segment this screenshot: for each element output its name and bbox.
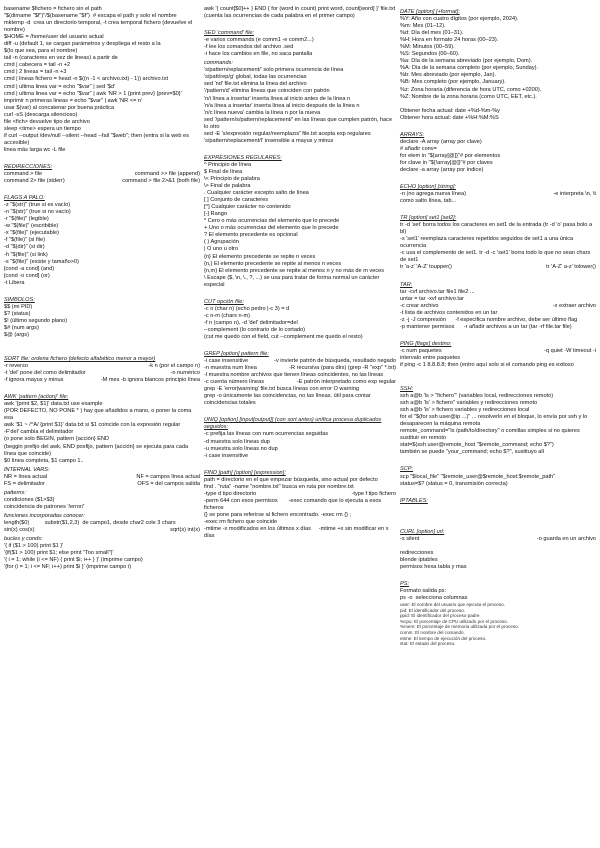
text-line: '{if($1 > 100) print $1; else print "Too small"}' — [4, 550, 114, 557]
section-heading: REDIRECCIONES: — [4, 163, 53, 170]
two-column-line — [4, 363, 200, 370]
text-line: también se puede "your_command; echo $?", sustituyo all — [400, 449, 544, 456]
column-right — [400, 6, 596, 647]
spacer — [4, 287, 200, 294]
subsection-heading: funciones incorporadas conocer: — [4, 512, 85, 519]
text-line: %mem: El porcentaje de memoria utilizada por el proceso. — [400, 624, 519, 630]
text-line: {n} El elemento precedente se repite n veces — [204, 253, 316, 260]
text-line: scp "$local_file" "$remote_user@$remote_host:$remote_path" — [400, 473, 556, 480]
text-line: linea más larga wc -L file — [4, 146, 66, 153]
section-heading: DATE [option] [+format]: — [400, 9, 460, 15]
text-line: ssh a@b 'ls > "fichero"' (variables local, redirecciones remoto) — [400, 393, 554, 400]
spacer — [204, 289, 396, 296]
spacer — [400, 488, 596, 495]
two-column-line — [4, 527, 200, 534]
text-line: $# (num args) — [4, 324, 39, 331]
text-line: --complement (lo contrario de lo cortado) — [204, 326, 306, 333]
text-line: {} se pone para referirse al fichero encontrado. -exec rm {} ; — [204, 511, 352, 518]
two-column-line — [4, 481, 200, 488]
text-line: $(lo que sea, para el nombre) — [4, 48, 78, 55]
text-line: ppid: El identificador del proceso padre. — [400, 613, 481, 619]
two-column-line — [4, 171, 200, 178]
spacer — [400, 122, 596, 129]
section-heading: SIMBOLOS: — [4, 296, 35, 303]
subsection-heading: commands: — [204, 60, 233, 67]
text-line: sed -E 's/expresión regular/reemplazo/' file.txt acepta exp regulares — [204, 130, 371, 137]
section-heading: TAR: — [400, 281, 413, 288]
text-line: -f lee los comandos del archivo .sed — [204, 44, 294, 51]
text-line: blende iptables — [400, 556, 438, 563]
section-heading: PS: — [400, 580, 410, 587]
section-heading: AWK 'pattern {action}' file: — [4, 394, 69, 401]
text-line: %d: Día del mes (01–31). — [400, 30, 464, 37]
text-line: %z: Zona horaria (diferencia de hora UTC, como +0200). — [400, 86, 542, 93]
text-line: %a: Día de la semana abreviado (por ejemplo, Dom). — [400, 58, 533, 65]
text-line: -perm 644 con esos permisos -exec comando que lo ejecuta a esos ficheros — [204, 497, 383, 511]
spacer — [204, 145, 396, 152]
spacer — [204, 407, 396, 414]
text-line: %A: Día de la semana completo (por ejemplo, Sunday). — [400, 65, 539, 72]
line-left-text: -f ignora mayus y minus — [4, 377, 64, 384]
line-left-text: -n (no agrega nueva línea) — [400, 191, 466, 198]
two-column-line — [400, 264, 596, 271]
section-heading: FLAGS A PALO: — [4, 195, 45, 202]
text-line: grep -o únicamente las coincidencias, no las líneas. útil para contar coincidencias totales — [204, 393, 373, 407]
text-line: "$(dirname "$f")"/$(basename "$f") # escapa el path y solo el nombre — [4, 13, 177, 20]
text-line: -x "$(file)" (ejecutable) — [4, 230, 59, 237]
line-left-text: -type d tipo directorio — [204, 490, 257, 497]
text-line: $$ (mi PID) — [4, 303, 33, 310]
text-line: -c usa el complemento de set1. tr -d -c 'set1' borra todo lo que no sean chars de set1 — [400, 250, 592, 264]
text-line: . Cualquier carácter excepto salto de línea — [204, 190, 309, 197]
spacer — [400, 205, 596, 212]
section-heading: IPTABLES: — [400, 497, 428, 504]
line-left-text: command > file — [4, 171, 43, 178]
line-left-text: FS = delimitador — [4, 480, 45, 487]
text-line: %S: Segundos (00–60). — [400, 51, 460, 58]
text-line: tail -n (caracteres en vez de lineas) a partir de — [4, 55, 118, 62]
text-line: ? El elemento precedente es opcional — [204, 232, 298, 239]
text-line: [cond -o cond] (or) — [4, 272, 50, 279]
text-line: (cut me quedo con el field, cut --complement me quedo el resto) — [204, 333, 363, 340]
spacer — [4, 384, 200, 391]
text-line: [^] Cualquier carácter no contenido — [204, 204, 291, 211]
text-line: -h "$(file)" (si link) — [4, 251, 48, 258]
text-line: {n,m} El elemento precedente se repite al menos n y no más de m veces — [204, 267, 385, 274]
text-line: if ping -c 1 8.8.8.8; then (entro aquí solo si el comando ping es exitoso — [400, 361, 574, 368]
text-line: cmd | lineas fichero = head -n $((n -1 < archivo.txt) - 1)) archivo.txt — [4, 76, 169, 83]
line-right-text: command > file 2>&1 (both file) — [122, 178, 200, 185]
text-line: cmd | cabecera = tail -n +2 — [4, 62, 71, 69]
spacer — [4, 346, 200, 353]
line-right-text: -type f tipo fichero — [351, 490, 396, 497]
line-right-text: -q quiet -W timeout -i — [544, 347, 596, 354]
line-right-text: -o guarda en un archivo — [536, 535, 596, 542]
line-right-text: -e interpreta \n, \t — [553, 191, 596, 198]
text-line: -d "$(dir)" (si dir) — [4, 244, 45, 251]
text-line: stat=$(ssh user@remote_host "$remote_command; echo $?") — [400, 442, 554, 449]
two-column-line — [204, 365, 396, 372]
two-column-line — [400, 303, 596, 310]
text-line: * Cero o más ocurrencias del elemento que lo precede — [204, 218, 340, 225]
text-line: etime: El tiempo de ejecución del proceso. — [400, 635, 487, 641]
text-line: 's/pattern/replacement/I' insensible a mayus y minus — [204, 137, 334, 144]
text-line: -c prefija las líneas con num ocurrencias seguidas — [204, 431, 329, 438]
text-line: ( ) Agrupación — [204, 239, 239, 246]
text-line: remote_command="ls /path/to/directory" o comillas simples si no quieres sustituir en remoto — [400, 428, 582, 442]
text-line: comm: El nombre del comando. — [400, 630, 465, 636]
text-line: (beggin prefijo del awk, END posfijo, pattern {acción} se ejecuta para cada línea que coincide) — [4, 443, 190, 457]
line-right-text: -k n (por el campo n) — [148, 363, 200, 370]
line-right-text: -R recursiva (para dirs) (grep -R "exp" *.txt) — [289, 365, 396, 372]
text-line: \ Escape ($, \n, \., ?, ...) se usa para tratar de forma normal un carácter especial — [204, 274, 381, 288]
text-line: (o pone solo BEGIN, pattern {acción} END — [4, 436, 110, 443]
text-line: '{ i = 1; while (i <= NF) { print $i; i++ } }' (imprime campo) — [4, 557, 143, 564]
text-line: $! (último segundo plano) — [4, 317, 68, 324]
text-line: %b: Mes abreviado (por ejemplo, Jan). — [400, 72, 497, 79]
text-line: cmd | 2 lineas = tail -n +3 — [4, 69, 67, 76]
text-line: -u muestra solo líneas no dup — [204, 445, 278, 452]
text-line: Obtener hora actual: date +%H:%M:%S — [400, 114, 499, 121]
text-line: -f "$(file)" (si file) — [4, 237, 45, 244]
section-heading: SED 'command' file: — [204, 30, 255, 37]
text-line: sed '/pattern/s/pattern/replacement/' en las líneas que cumplen patrón, hace lo otro — [204, 116, 394, 130]
spacer — [400, 571, 596, 578]
text-line: ssh a@b 'ls' > fichero" variables y redirecciones remoto — [400, 400, 538, 407]
line-right-text: sqrt(x) int(x) — [170, 527, 200, 534]
line-left-text: -c crear archivo — [400, 302, 439, 309]
text-line: (POR DEFECTO, NO PONE * ) hay que añadidos a mano, o poner la coma esa — [4, 408, 193, 422]
text-line: for clave in "${!array[@]}"# por claves — [400, 159, 493, 166]
text-line: -n "$(str)" (true si no vacío) — [4, 209, 71, 216]
line-left-text: -s silent — [400, 535, 420, 542]
text-line: -t Libera — [4, 279, 25, 286]
text-line: [ ] Conjunto de caracteres — [204, 197, 269, 204]
text-line: cmd | ultima linea var = echo "$var" | awk 'NR > 1 {print prev} {prev=$0}' — [4, 90, 182, 97]
line-left-text: -i case insensitive — [204, 358, 249, 365]
two-column-line — [400, 348, 596, 355]
text-line: 's/patt/rep/g' global, todas las ocurrencias — [204, 74, 307, 81]
spacer — [4, 185, 200, 192]
spacer — [400, 331, 596, 338]
line-right-text: NF = campos línea actual — [136, 473, 200, 480]
spacer — [400, 369, 596, 376]
text-line: [-] Rango — [204, 211, 228, 218]
spacer — [4, 154, 200, 161]
text-line: -s "$(file)" (existe y tamaño>0) — [4, 258, 80, 265]
text-line: -i hace los cambios en file, no saca pantalla — [204, 51, 313, 58]
text-line: 'n/c línea nueva' cambia la línea n por la nueva — [204, 109, 321, 116]
text-line: tar -cvf archivo.tar file1 file2 ... — [400, 288, 475, 295]
section-heading: FIND [path] [option] [expression]: — [204, 469, 286, 476]
spacer — [400, 101, 596, 108]
text-line: 'n/a línea a insertar' inserta línea al inicio después de la línea n — [204, 102, 360, 109]
section-heading: SCP: — [400, 466, 414, 473]
two-column-line — [4, 474, 200, 481]
text-line: %H: Hora en formato 24 horas (00–23). — [400, 37, 499, 44]
section-heading: CURL [option] url: — [400, 528, 445, 535]
section-heading: EXPRESIONES REGULARES: — [204, 154, 282, 161]
text-line: + Uno o más ocurrencias del elemento que lo precede — [204, 225, 339, 232]
section-heading: CUT opción file: — [204, 298, 244, 305]
subsection-heading: patterns: — [4, 489, 26, 496]
text-line: -d muestra solo líneas dup — [204, 438, 270, 445]
line-right-text: tr 'A-Z' a-z' tolower() — [546, 264, 596, 271]
line-left-text: -n muestra num línea — [204, 365, 257, 372]
line-left-text: command 2> file (stderr) — [4, 178, 65, 185]
text-line: 'n/i línea a insertar' inserta línea al inicio antes de la línea n — [204, 95, 351, 102]
text-line: pid: El identificador del proceso. — [400, 607, 466, 613]
subsection-heading: INTERNAL VARS: — [4, 466, 50, 473]
text-line: $ Final de línea — [204, 168, 243, 175]
text-line: $HOME = /home/user del usuario actual — [4, 34, 104, 41]
text-line: -t lista de archivos contenidos en un tar — [400, 309, 498, 316]
line-left-text: -c cuenta número líneas — [204, 379, 265, 386]
spacer — [400, 174, 596, 181]
line-right-text: command >> file (append) — [134, 171, 200, 178]
text-line: -c n (char n) (echo pedro |-c 3) = d — [204, 305, 290, 312]
text-line: stat: El estado del proceso. — [400, 641, 456, 647]
text-line: basename $fichero = fichero sin el path — [4, 6, 102, 12]
text-line: declare -a array (array por índice) — [400, 166, 484, 173]
line-left-text: tr 'a-z' 'A-Z' toupper() — [400, 264, 452, 271]
text-line: untar = tar -xvf archivo.tar — [400, 295, 464, 302]
text-line: -f n (campo n), -d 'del' delimitador=del — [204, 319, 298, 326]
text-line: '{ if ($1 > 100) print $1 }' — [4, 543, 64, 550]
text-line: -z "$(str)" (true si es vacío) — [4, 202, 71, 209]
text-line: -c n-m (chars n-m) — [204, 312, 250, 319]
text-line: como salto línea, tab... — [400, 198, 457, 205]
text-line: %m: Mes (01–12). — [400, 23, 446, 30]
line-left-text: sin(x) cos(x) — [4, 527, 35, 534]
line-right-text: -E patrón interpretado como exp regular — [296, 379, 396, 386]
text-line: -mtime -x modificados en los últimos x días -mtime +x sin modificar en x días — [204, 526, 391, 540]
text-line: tr -d 'set' borra todos los caracteres en set1 de la entrada (tr -d 'o' pasa bolo a bl) — [400, 222, 594, 236]
text-line: %Z: Nombre de la zona horaria (como UTC, EET, etc.). — [400, 93, 537, 100]
section-heading: SORT file: ordena fichero (defecto alfabético menor a mayor) — [4, 356, 156, 363]
text-line: -w "$(file)" (escribible) — [4, 223, 59, 230]
spacer — [204, 460, 396, 467]
section-heading: ARRAYS: — [400, 131, 425, 138]
text-line: sed 'nd' file.txt elimina la línea del archivo — [204, 81, 307, 88]
line-right-text: -x extraer archivo — [552, 302, 596, 309]
text-line: \< Principio de palabra — [204, 175, 260, 182]
text-line: %cpu: El porcentaje de CPU utilizado por el proceso. — [400, 618, 509, 624]
spacer — [400, 505, 596, 512]
line-left-text: -r reverso — [4, 363, 28, 370]
text-line: [cond -a cond] (and) — [4, 265, 55, 272]
text-line: '{for (i = 1; i <= NF; i++) print $i }' (imprime campo i) — [4, 564, 131, 571]
text-line: # añadir conv= — [400, 145, 437, 152]
text-line: intervalo entre paquetes — [400, 354, 461, 361]
text-line: -i case insensitive — [204, 452, 249, 459]
text-line: awk '$1 ~ /^A/ {print $1}' data.txt si $1 coincide con la expresión regular — [4, 422, 181, 429]
two-column-line — [4, 178, 200, 185]
text-line: for elem in "${array[@]}"# por elementos — [400, 152, 501, 159]
text-line: coincidencia de patrones '/error/' — [4, 503, 85, 510]
text-line: Obtener fecha actual: date +%d-%m-%y — [400, 107, 500, 114]
text-line: length($0) substr($1,2,3) de campo1, desde char2 cole 3 chars — [4, 520, 176, 526]
text-line: %Y: Año con cuatro dígitos (por ejemplo, 2024). — [400, 16, 519, 23]
text-line: $? (status) — [4, 310, 31, 317]
two-column-line — [400, 191, 596, 198]
two-column-line — [4, 370, 200, 377]
text-line: file <fich> devuelve tipo de archivo — [4, 118, 90, 125]
section-heading: UNIQ [option] [input[output]] (con sort antes) unifica procesa duplicados seguidos: — [204, 417, 382, 431]
spacer — [204, 341, 396, 348]
text-line: imprimir n primeras lineas = echo "$var" | awk 'NR <= n' — [4, 97, 142, 104]
two-column-line — [400, 536, 596, 543]
text-line: user: El nombre del usuario que ejecuta el proceso. — [400, 602, 505, 608]
text-line: Formato salida ps: — [400, 587, 447, 594]
section-heading: SSH: — [400, 386, 414, 393]
text-line: {n,} El elemento precedente se repite al menos n veces — [204, 260, 342, 267]
section-heading: TR [option] set1 [set2]: — [400, 215, 457, 222]
two-column-line — [204, 379, 396, 386]
text-line: ^ Principio de línea — [204, 161, 252, 168]
text-line: condiciones ($1>$3) — [4, 496, 55, 503]
line-right-text: OFS = del campos salida — [137, 480, 200, 487]
line-right-text: -v invierte patrón de búsqueda, resultado negado — [274, 358, 396, 365]
text-line: '/pattern/d' elimina líneas que coinciden con patrón — [204, 88, 330, 95]
text-line: sleep <time> espera un tiempo — [4, 125, 81, 132]
section-heading: GREP [option] pattern file: — [204, 351, 269, 358]
text-line: ssh a@b 'ls' > fichero variables y redirecciones local — [400, 407, 530, 414]
text-line: usar $(var) al concatenar por buena práctica — [4, 104, 115, 111]
text-line: | O uno u otro — [204, 246, 239, 253]
text-line: diff -u (default 1, se cargan parámetros y despliega el resto a la — [4, 41, 161, 48]
spacer — [400, 519, 596, 526]
column-middle — [204, 6, 396, 540]
subsection-heading: bucles y conds: — [4, 536, 43, 543]
text-line: -s 'set1' reemplaza caracteres repetidos seguidos de set1 a una única ocurrencia — [400, 236, 575, 250]
column-left — [4, 6, 200, 571]
spacer — [400, 272, 596, 279]
text-line: -z -j -J compresión -f especifica nombre archivo, debe ser último flag — [400, 316, 578, 323]
text-line: status=$? (status = 0, transmisión correcta) — [400, 480, 508, 487]
section-heading: PING [flags] destino: — [400, 340, 452, 347]
text-line: %M: Minutos (00–59). — [400, 44, 455, 51]
spacer — [400, 543, 596, 550]
line-right-text: -n numérico — [170, 370, 200, 377]
text-line: (cuenta las ocurrencias de cada palabra en el primer campo) — [204, 13, 355, 20]
text-line: curl -sS (descarga silencioso) — [4, 111, 78, 118]
text-line: permisos hexa tabla y mas — [400, 563, 467, 570]
spacer — [400, 376, 596, 383]
text-line: $@ (args) — [4, 331, 29, 338]
text-line: if curl --output /dev/null --silent --head --fail "$web"; then (entra si la web es accesible) — [4, 132, 191, 146]
text-line: cmd | ultima linea var = echo "$var" | sed '$d' — [4, 83, 116, 90]
text-line: -e varios commands (e comm1 -e comm2...) — [204, 37, 314, 44]
text-line: grep -E 'error|warning' file.txt busca líneas con error O warning — [204, 386, 359, 393]
text-line: find . "ruta" -name "nombre.txt" busca en ruta por nombre.txt — [204, 483, 354, 490]
text-line: redirecciones — [400, 549, 434, 556]
spacer — [204, 20, 396, 27]
two-column-line — [4, 377, 200, 384]
text-line: mktemp -d crea un directorio temporal, -t crea temporal fichero (devuelve el nombre) — [4, 20, 194, 34]
line-right-text: -M mes -b ignora blancos principio línea — [100, 377, 200, 384]
text-line: path = directorio en el que empezar búsqueda, sino actual por defecto — [204, 476, 378, 483]
line-left-text: -t 'del' pone del como delimitador — [4, 370, 86, 377]
two-column-line — [204, 358, 396, 365]
spacer — [400, 512, 596, 519]
text-line: $0 línea completa, $1 campo 1.. — [4, 457, 84, 464]
section-heading: ECHO [option] [string]: — [400, 183, 456, 190]
text-line: -exec rm fichero que coincide — [204, 519, 278, 525]
text-line: -l muestra nombre archivos que tienen líneas coincidentes, no las líneas — [204, 372, 384, 379]
text-line: -r "$(file)" (legible) — [4, 216, 49, 223]
text-line: \> Final de palabra — [204, 183, 251, 190]
spacer — [4, 339, 200, 346]
spacer — [400, 456, 596, 463]
text-line: awk '{print $2, $1}' data.txt use example — [4, 401, 103, 408]
line-left-text: -c num paquetes — [400, 347, 442, 354]
text-line: -F'del' cambia el delimitador — [4, 429, 74, 436]
text-line: declare -A array (array por clave) — [400, 138, 482, 145]
two-column-line — [204, 491, 396, 498]
text-line: for el "$(for ssh user@ip ...)" ... resolverlo en el bloque, lo envía por ssh y lo desaparecen la máquina remota — [400, 414, 589, 428]
line-left-text: NR = línea actual — [4, 473, 48, 480]
text-line: awk '{ count[$0]++ } END { for (word in count) print word, count[word] }' file.txt — [204, 6, 396, 12]
text-line: ps -o selecciona columnas — [400, 595, 468, 601]
text-line: %B: Mes completo (por ejemplo, January). — [400, 79, 506, 86]
text-line: -p mantener permisos -r añadir archivos a un tar (tar -rf file.tar file) — [400, 323, 572, 330]
text-line: 's/pattern/replacement/' solo primera ocurrencia de línea — [204, 67, 344, 74]
